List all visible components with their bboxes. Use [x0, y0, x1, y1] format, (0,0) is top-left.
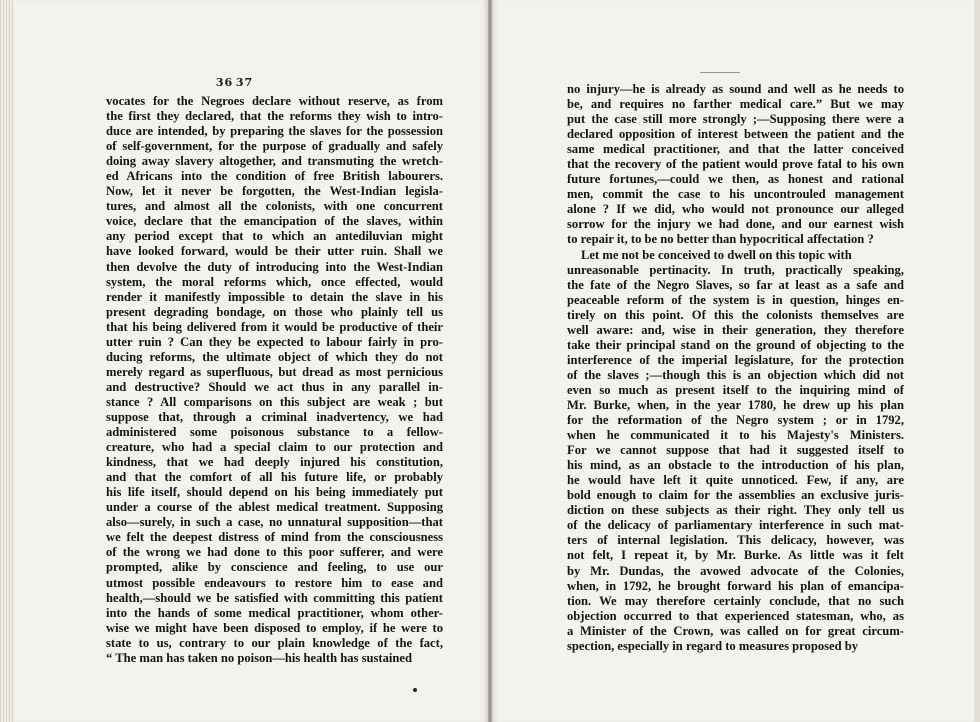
- text-line: interference of the imperial legislature, for the protection: [567, 352, 904, 367]
- text-line: of self-government, for the purpose of gradually and safely: [106, 139, 443, 154]
- right-page-edge: [974, 0, 980, 722]
- text-line: and that the comfort of all his future life, or probably: [106, 470, 443, 485]
- text-line: future fortunes,—could we then, as honest and rational: [567, 172, 904, 187]
- text-line: utmost possible endeavours to restore him to ease and: [106, 575, 443, 590]
- text-line: a Minister of the Crown, was called on for great circum-: [567, 623, 904, 638]
- text-line: peaceable reform of the system is in question, hinges en-: [567, 292, 904, 307]
- left-page-text: [106, 94, 443, 666]
- text-line: bold enough to claim for the assemblies an exclusive juris-: [567, 488, 904, 503]
- text-line: by Mr. Dundas, the avowed advocate of the Colonies,: [567, 563, 904, 578]
- text-line: spection, especially in regard to measures proposed by: [567, 638, 859, 653]
- ink-dot: [413, 688, 417, 692]
- text-line: and destructive? Should we act thus in any parallel in-: [106, 379, 443, 394]
- page-number-rule: [700, 72, 740, 73]
- text-line: take their principal stand on the ground of objecting to the: [567, 337, 904, 352]
- right-page-text: [567, 82, 904, 654]
- text-line: suppose that, through a criminal inadvertency, we had: [106, 409, 443, 424]
- text-line: system, the moral reforms which, once effected, would: [106, 274, 443, 289]
- text-line: administered some poisonous substance to a fellow-: [106, 425, 443, 440]
- text-line: Let me not be conceived to dwell on this topic with: [581, 247, 852, 262]
- text-line: when he communicated it to his Majesty's Ministers.: [567, 428, 904, 443]
- text-line: “ The man has taken no poison—his health has sustained: [106, 650, 412, 665]
- text-line: ters of internal legislation. This delicacy, however, was: [567, 533, 904, 548]
- text-line: when, in 1792, he brought forward his plan of emancipa-: [567, 578, 904, 593]
- left-page-edge: [0, 0, 14, 722]
- text-line: for the reformation of the Negro system ; or in 1792,: [567, 413, 904, 428]
- text-line: same medical practitioner, and that the latter conceived: [567, 142, 904, 157]
- text-line: diction on these subjects as their right. They only tell us: [567, 503, 904, 518]
- text-line: then devolve the duty of introducing into the West-Indian: [106, 259, 443, 274]
- text-line: kindness, that we had deeply injured his constitution,: [106, 455, 443, 470]
- right-page-number: 37: [235, 76, 254, 89]
- text-line: have looked forward, would be their utter ruin. Shall we: [106, 244, 443, 259]
- text-line: also—surely, in such a case, no unnatural supposition—that: [106, 515, 443, 530]
- text-line: wise we might have been disposed to employ, if he were to: [106, 620, 443, 635]
- text-line: merely regard as superfluous, but dread as most pernicious: [106, 364, 443, 379]
- text-line: duce are intended, by preparing the slaves for the possession: [106, 124, 443, 139]
- text-line: of the wrong we had done to this poor sufferer, and were: [106, 545, 443, 560]
- text-line: ducing reforms, the ultimate object of which they do not: [106, 349, 443, 364]
- text-line: sorrow for the injury we had done, and our earnest wish: [567, 217, 904, 232]
- text-line: creature, who had a special claim to our protection and: [106, 440, 443, 455]
- text-line: doing away slavery altogether, and transmuting the wretch-: [106, 154, 443, 169]
- text-line: that his being delivered from it would be productive of their: [106, 319, 443, 334]
- left-page-number: 36: [215, 76, 234, 89]
- text-line: For we cannot suppose that had it suggested itself to: [567, 443, 904, 458]
- text-line: under a course of the ablest medical treatment. Supposing: [106, 500, 443, 515]
- text-line: even so much as present itself to the inquiring mind of: [567, 382, 904, 397]
- text-line: tures, and almost all the colonists, with one concurrent: [106, 199, 443, 214]
- text-line: tirely on this point. Of this the colonists themselves are: [567, 307, 904, 322]
- text-line: not felt, I repeat it, by Mr. Burke. As little was it felt: [567, 548, 904, 563]
- text-line: the fate of the Negro Slaves, so far at least as a safe and: [567, 277, 904, 292]
- text-line: of the delicacy of parliamentary interference in such mat-: [567, 518, 904, 533]
- text-line: put the case still more strongly ;—Supposing there were a: [567, 112, 904, 127]
- text-line: no injury—he is already as sound and well as he needs to: [567, 82, 904, 96]
- text-line: that the recovery of the patient would prove fatal to his own: [567, 157, 904, 172]
- text-line: men, commit the case to his uncontrouled management: [567, 187, 904, 202]
- text-line: of the slaves ;—though this is an objection which did not: [567, 367, 904, 382]
- text-line: ed Africans into the condition of free British labourers.: [106, 169, 443, 184]
- text-line: tion. We may therefore certainly conclude, that no such: [567, 593, 904, 608]
- text-line: his mind, as an obstacle to the introduction of his plan,: [567, 458, 904, 473]
- text-line: Mr. Burke, when, in the year 1780, he drew up his plan: [567, 397, 904, 412]
- text-line: be, and requires no farther medical care.” But we may: [567, 97, 904, 112]
- text-line: his life itself, should depend on his being immediately put: [106, 485, 443, 500]
- text-line: to repair it, to be no better than hypocritical affectation ?: [567, 232, 874, 247]
- text-line: alone ? If we did, who would not pronounce our alleged: [567, 202, 904, 217]
- text-line: health,—should we be satisfied with committing this patient: [106, 590, 443, 605]
- text-line: the first they declared, that the reforms they wish to intro-: [106, 109, 443, 124]
- text-line: he would have left it quite unnoticed. Few, if any, are: [567, 473, 904, 488]
- text-line: utter ruin ? Can they be expected to labour fairly in pro-: [106, 334, 443, 349]
- text-line: declared opposition of interest between the patient and the: [567, 127, 904, 142]
- text-line: prompted, alike by conscience and feeling, to use our: [106, 560, 443, 575]
- text-line: we felt the deepest distress of mind from the consciousness: [106, 530, 443, 545]
- text-line: voice, declare that the emancipation of the slaves, within: [106, 214, 443, 229]
- text-line: state to us, contrary to our plain knowledge of the fact,: [106, 635, 443, 650]
- text-line: well aware: and, wise in their generation, they therefore: [567, 322, 904, 337]
- text-line: unreasonable pertinacity. In truth, practically speaking,: [567, 262, 904, 277]
- text-line: into the hands of some medical practitioner, whom other-: [106, 605, 443, 620]
- text-line: vocates for the Negroes declare without reserve, as from: [106, 94, 443, 108]
- text-line: Now, let it never be forgotten, the West-Indian legisla-: [106, 184, 443, 199]
- text-line: render it manifestly impossible to detain the slave in his: [106, 289, 443, 304]
- book-gutter: [488, 0, 492, 722]
- text-line: present degrading bondage, on those who plainly tell us: [106, 304, 443, 319]
- text-line: stance ? All comparisons on this subject are weak ; but: [106, 394, 443, 409]
- text-line: objection occurred to that experienced statesman, who, as: [567, 608, 904, 623]
- text-line: any period except that to which an antediluvian might: [106, 229, 443, 244]
